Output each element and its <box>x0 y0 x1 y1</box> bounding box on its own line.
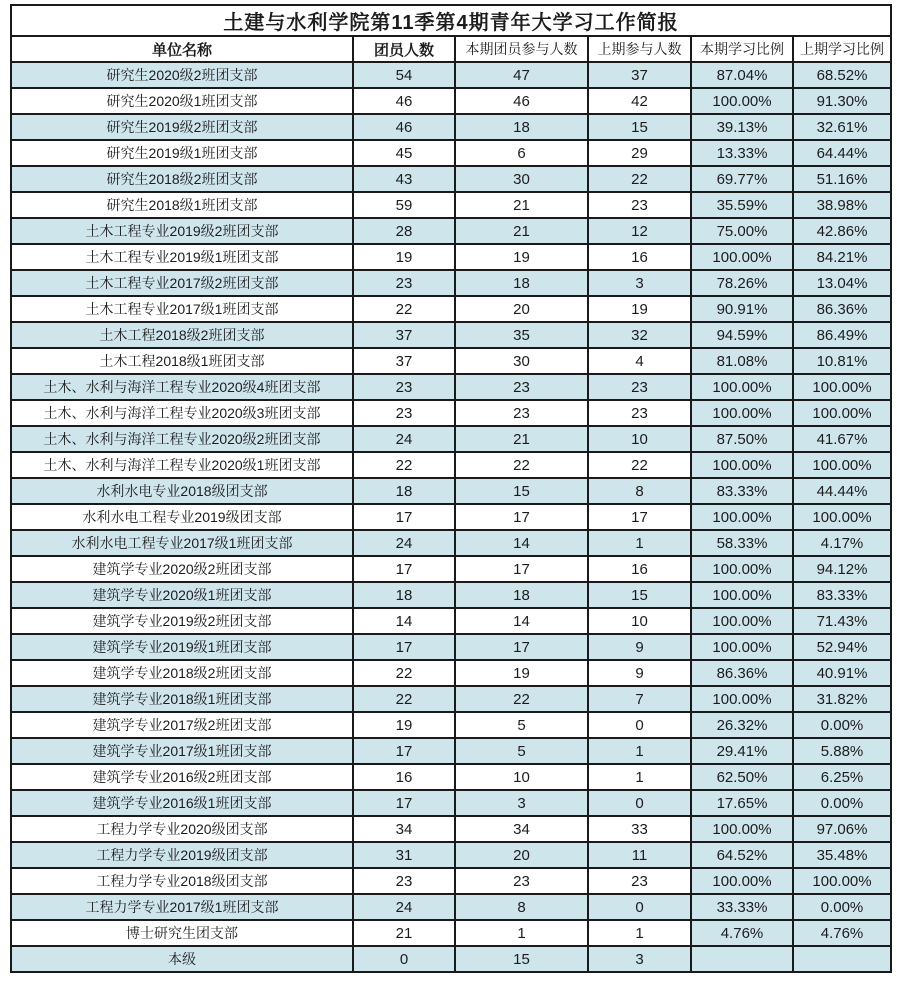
current-ratio-cell: 100.00% <box>691 608 793 634</box>
current-ratio-cell: 100.00% <box>691 88 793 114</box>
table-row <box>11 452 891 478</box>
previous-participants-cell: 4 <box>588 348 691 374</box>
previous-ratio-cell: 68.52% <box>793 62 891 88</box>
current-ratio-cell: 81.08% <box>691 348 793 374</box>
table-row <box>11 582 891 608</box>
previous-participants-cell: 8 <box>588 478 691 504</box>
previous-ratio-cell <box>793 946 891 972</box>
current-ratio-cell: 17.65% <box>691 790 793 816</box>
table-row <box>11 634 891 660</box>
members-count-cell: 28 <box>353 218 455 244</box>
column-header-current-ratio: 本期学习比例 <box>691 36 793 62</box>
current-participants-cell: 17 <box>455 634 588 660</box>
table-row <box>11 62 891 88</box>
previous-ratio-cell: 86.49% <box>793 322 891 348</box>
current-participants-cell: 6 <box>455 140 588 166</box>
unit-name-cell: 建筑学专业2018级1班团支部 <box>11 686 353 712</box>
current-participants-cell: 14 <box>455 530 588 556</box>
current-ratio-cell: 100.00% <box>691 374 793 400</box>
members-count-cell: 18 <box>353 582 455 608</box>
previous-ratio-cell: 4.17% <box>793 530 891 556</box>
previous-participants-cell: 0 <box>588 894 691 920</box>
previous-ratio-cell: 97.06% <box>793 816 891 842</box>
unit-name-cell: 水利水电工程专业2019级团支部 <box>11 504 353 530</box>
current-participants-cell: 46 <box>455 88 588 114</box>
unit-name-cell: 建筑学专业2016级2班团支部 <box>11 764 353 790</box>
unit-name-cell: 建筑学专业2017级1班团支部 <box>11 738 353 764</box>
header-row <box>11 36 891 62</box>
current-participants-cell: 15 <box>455 478 588 504</box>
members-count-cell: 46 <box>353 114 455 140</box>
table-row <box>11 166 891 192</box>
table-row <box>11 738 891 764</box>
current-participants-cell: 20 <box>455 296 588 322</box>
previous-ratio-cell: 0.00% <box>793 712 891 738</box>
current-participants-cell: 19 <box>455 244 588 270</box>
unit-name-cell: 建筑学专业2017级2班团支部 <box>11 712 353 738</box>
members-count-cell: 23 <box>353 400 455 426</box>
previous-participants-cell: 19 <box>588 296 691 322</box>
members-count-cell: 17 <box>353 738 455 764</box>
table-row <box>11 608 891 634</box>
table-row <box>11 530 891 556</box>
members-count-cell: 24 <box>353 530 455 556</box>
unit-name-cell: 土木、水利与海洋工程专业2020级4班团支部 <box>11 374 353 400</box>
members-count-cell: 19 <box>353 712 455 738</box>
unit-name-cell: 土木工程专业2019级1班团支部 <box>11 244 353 270</box>
previous-participants-cell: 17 <box>588 504 691 530</box>
members-count-cell: 16 <box>353 764 455 790</box>
members-count-cell: 23 <box>353 868 455 894</box>
current-participants-cell: 5 <box>455 712 588 738</box>
unit-name-cell: 本级 <box>11 946 353 972</box>
previous-participants-cell: 22 <box>588 452 691 478</box>
previous-participants-cell: 9 <box>588 634 691 660</box>
current-ratio-cell: 100.00% <box>691 452 793 478</box>
current-ratio-cell: 100.00% <box>691 244 793 270</box>
unit-name-cell: 建筑学专业2016级1班团支部 <box>11 790 353 816</box>
current-ratio-cell: 100.00% <box>691 556 793 582</box>
current-participants-cell: 22 <box>455 686 588 712</box>
previous-participants-cell: 3 <box>588 270 691 296</box>
unit-name-cell: 土木、水利与海洋工程专业2020级3班团支部 <box>11 400 353 426</box>
current-participants-cell: 8 <box>455 894 588 920</box>
members-count-cell: 23 <box>353 374 455 400</box>
previous-participants-cell: 3 <box>588 946 691 972</box>
unit-name-cell: 土木工程2018级1班团支部 <box>11 348 353 374</box>
current-participants-cell: 30 <box>455 166 588 192</box>
table-row <box>11 88 891 114</box>
unit-name-cell: 工程力学专业2020级团支部 <box>11 816 353 842</box>
current-participants-cell: 47 <box>455 62 588 88</box>
previous-ratio-cell: 100.00% <box>793 374 891 400</box>
unit-name-cell: 土木、水利与海洋工程专业2020级2班团支部 <box>11 426 353 452</box>
current-ratio-cell: 100.00% <box>691 582 793 608</box>
previous-ratio-cell: 100.00% <box>793 452 891 478</box>
previous-ratio-cell: 42.86% <box>793 218 891 244</box>
current-participants-cell: 3 <box>455 790 588 816</box>
current-ratio-cell: 100.00% <box>691 504 793 530</box>
members-count-cell: 22 <box>353 660 455 686</box>
previous-ratio-cell: 100.00% <box>793 400 891 426</box>
title-row <box>11 5 891 36</box>
previous-participants-cell: 1 <box>588 920 691 946</box>
previous-participants-cell: 12 <box>588 218 691 244</box>
current-ratio-cell: 26.32% <box>691 712 793 738</box>
current-ratio-cell: 100.00% <box>691 634 793 660</box>
current-participants-cell: 17 <box>455 504 588 530</box>
previous-participants-cell: 15 <box>588 114 691 140</box>
current-ratio-cell: 69.77% <box>691 166 793 192</box>
table-row <box>11 244 891 270</box>
current-participants-cell: 23 <box>455 868 588 894</box>
table-row <box>11 348 891 374</box>
previous-ratio-cell: 0.00% <box>793 790 891 816</box>
previous-participants-cell: 22 <box>588 166 691 192</box>
table-row <box>11 556 891 582</box>
members-count-cell: 46 <box>353 88 455 114</box>
unit-name-cell: 建筑学专业2020级1班团支部 <box>11 582 353 608</box>
previous-participants-cell: 32 <box>588 322 691 348</box>
table-row <box>11 478 891 504</box>
youth-learning-report-table <box>10 4 892 973</box>
previous-participants-cell: 11 <box>588 842 691 868</box>
current-ratio-cell: 64.52% <box>691 842 793 868</box>
previous-ratio-cell: 86.36% <box>793 296 891 322</box>
current-participants-cell: 18 <box>455 270 588 296</box>
previous-participants-cell: 1 <box>588 530 691 556</box>
current-ratio-cell: 100.00% <box>691 400 793 426</box>
previous-ratio-cell: 51.16% <box>793 166 891 192</box>
current-ratio-cell: 83.33% <box>691 478 793 504</box>
members-count-cell: 19 <box>353 244 455 270</box>
previous-ratio-cell: 35.48% <box>793 842 891 868</box>
unit-name-cell: 土木工程2018级2班团支部 <box>11 322 353 348</box>
current-participants-cell: 21 <box>455 192 588 218</box>
table-row <box>11 816 891 842</box>
previous-participants-cell: 23 <box>588 400 691 426</box>
current-ratio-cell: 86.36% <box>691 660 793 686</box>
previous-ratio-cell: 44.44% <box>793 478 891 504</box>
current-ratio-cell: 90.91% <box>691 296 793 322</box>
current-participants-cell: 22 <box>455 452 588 478</box>
current-participants-cell: 18 <box>455 582 588 608</box>
previous-ratio-cell: 40.91% <box>793 660 891 686</box>
previous-participants-cell: 37 <box>588 62 691 88</box>
unit-name-cell: 土木工程专业2017级2班团支部 <box>11 270 353 296</box>
previous-ratio-cell: 71.43% <box>793 608 891 634</box>
previous-ratio-cell: 32.61% <box>793 114 891 140</box>
table-row <box>11 504 891 530</box>
previous-participants-cell: 10 <box>588 426 691 452</box>
unit-name-cell: 研究生2018级1班团支部 <box>11 192 353 218</box>
table-row <box>11 712 891 738</box>
current-ratio-cell: 13.33% <box>691 140 793 166</box>
table-row <box>11 218 891 244</box>
members-count-cell: 17 <box>353 790 455 816</box>
previous-participants-cell: 23 <box>588 374 691 400</box>
table-row <box>11 374 891 400</box>
unit-name-cell: 建筑学专业2020级2班团支部 <box>11 556 353 582</box>
previous-participants-cell: 1 <box>588 738 691 764</box>
members-count-cell: 34 <box>353 816 455 842</box>
members-count-cell: 22 <box>353 452 455 478</box>
current-ratio-cell: 4.76% <box>691 920 793 946</box>
column-header-previous-participants: 上期参与人数 <box>588 36 691 62</box>
unit-name-cell: 水利水电工程专业2017级1班团支部 <box>11 530 353 556</box>
current-participants-cell: 23 <box>455 374 588 400</box>
current-ratio-cell: 33.33% <box>691 894 793 920</box>
current-participants-cell: 21 <box>455 426 588 452</box>
current-participants-cell: 17 <box>455 556 588 582</box>
previous-participants-cell: 29 <box>588 140 691 166</box>
current-participants-cell: 5 <box>455 738 588 764</box>
table-row <box>11 790 891 816</box>
members-count-cell: 22 <box>353 296 455 322</box>
table-row <box>11 192 891 218</box>
previous-ratio-cell: 6.25% <box>793 764 891 790</box>
previous-ratio-cell: 84.21% <box>793 244 891 270</box>
unit-name-cell: 工程力学专业2018级团支部 <box>11 868 353 894</box>
table-row <box>11 764 891 790</box>
report-table-container <box>10 4 890 973</box>
column-header-current-participants: 本期团员参与人数 <box>455 36 588 62</box>
unit-name-cell: 土木工程专业2019级2班团支部 <box>11 218 353 244</box>
table-row <box>11 660 891 686</box>
table-row <box>11 400 891 426</box>
current-participants-cell: 15 <box>455 946 588 972</box>
unit-name-cell: 建筑学专业2018级2班团支部 <box>11 660 353 686</box>
members-count-cell: 0 <box>353 946 455 972</box>
previous-ratio-cell: 83.33% <box>793 582 891 608</box>
previous-ratio-cell: 100.00% <box>793 868 891 894</box>
unit-name-cell: 研究生2020级2班团支部 <box>11 62 353 88</box>
previous-ratio-cell: 41.67% <box>793 426 891 452</box>
table-row <box>11 114 891 140</box>
previous-ratio-cell: 4.76% <box>793 920 891 946</box>
current-participants-cell: 14 <box>455 608 588 634</box>
current-participants-cell: 1 <box>455 920 588 946</box>
previous-participants-cell: 0 <box>588 790 691 816</box>
previous-ratio-cell: 94.12% <box>793 556 891 582</box>
members-count-cell: 17 <box>353 556 455 582</box>
unit-name-cell: 研究生2019级2班团支部 <box>11 114 353 140</box>
members-count-cell: 23 <box>353 270 455 296</box>
members-count-cell: 18 <box>353 478 455 504</box>
current-participants-cell: 18 <box>455 114 588 140</box>
previous-ratio-cell: 91.30% <box>793 88 891 114</box>
previous-ratio-cell: 100.00% <box>793 504 891 530</box>
unit-name-cell: 土木工程专业2017级1班团支部 <box>11 296 353 322</box>
members-count-cell: 17 <box>353 504 455 530</box>
previous-participants-cell: 16 <box>588 556 691 582</box>
previous-ratio-cell: 64.44% <box>793 140 891 166</box>
previous-participants-cell: 7 <box>588 686 691 712</box>
table-row <box>11 140 891 166</box>
current-ratio-cell: 35.59% <box>691 192 793 218</box>
table-row <box>11 868 891 894</box>
previous-ratio-cell: 10.81% <box>793 348 891 374</box>
current-participants-cell: 19 <box>455 660 588 686</box>
current-participants-cell: 20 <box>455 842 588 868</box>
previous-participants-cell: 9 <box>588 660 691 686</box>
members-count-cell: 37 <box>353 322 455 348</box>
current-ratio-cell: 75.00% <box>691 218 793 244</box>
unit-name-cell: 研究生2019级1班团支部 <box>11 140 353 166</box>
members-count-cell: 24 <box>353 894 455 920</box>
current-ratio-cell: 58.33% <box>691 530 793 556</box>
current-participants-cell: 35 <box>455 322 588 348</box>
table-row <box>11 946 891 972</box>
report-title: 土建与水利学院第11季第4期青年大学习工作简报 <box>11 5 891 36</box>
current-ratio-cell: 100.00% <box>691 686 793 712</box>
table-row <box>11 894 891 920</box>
table-row <box>11 842 891 868</box>
members-count-cell: 31 <box>353 842 455 868</box>
current-participants-cell: 30 <box>455 348 588 374</box>
previous-ratio-cell: 52.94% <box>793 634 891 660</box>
members-count-cell: 54 <box>353 62 455 88</box>
previous-participants-cell: 1 <box>588 764 691 790</box>
current-ratio-cell: 87.04% <box>691 62 793 88</box>
previous-participants-cell: 42 <box>588 88 691 114</box>
current-ratio-cell: 100.00% <box>691 868 793 894</box>
previous-participants-cell: 33 <box>588 816 691 842</box>
table-row <box>11 322 891 348</box>
current-ratio-cell: 29.41% <box>691 738 793 764</box>
unit-name-cell: 博士研究生团支部 <box>11 920 353 946</box>
unit-name-cell: 研究生2020级1班团支部 <box>11 88 353 114</box>
members-count-cell: 22 <box>353 686 455 712</box>
unit-name-cell: 水利水电专业2018级团支部 <box>11 478 353 504</box>
table-row <box>11 270 891 296</box>
previous-ratio-cell: 38.98% <box>793 192 891 218</box>
previous-ratio-cell: 0.00% <box>793 894 891 920</box>
members-count-cell: 45 <box>353 140 455 166</box>
unit-name-cell: 土木、水利与海洋工程专业2020级1班团支部 <box>11 452 353 478</box>
current-participants-cell: 10 <box>455 764 588 790</box>
table-row <box>11 296 891 322</box>
previous-participants-cell: 10 <box>588 608 691 634</box>
current-ratio-cell: 39.13% <box>691 114 793 140</box>
previous-participants-cell: 23 <box>588 868 691 894</box>
previous-participants-cell: 15 <box>588 582 691 608</box>
current-ratio-cell: 94.59% <box>691 322 793 348</box>
unit-name-cell: 研究生2018级2班团支部 <box>11 166 353 192</box>
previous-participants-cell: 0 <box>588 712 691 738</box>
members-count-cell: 17 <box>353 634 455 660</box>
column-header-members-count: 团员人数 <box>353 36 455 62</box>
previous-ratio-cell: 31.82% <box>793 686 891 712</box>
previous-ratio-cell: 5.88% <box>793 738 891 764</box>
current-participants-cell: 34 <box>455 816 588 842</box>
current-ratio-cell: 87.50% <box>691 426 793 452</box>
current-ratio-cell: 100.00% <box>691 816 793 842</box>
members-count-cell: 43 <box>353 166 455 192</box>
unit-name-cell: 工程力学专业2017级1班团支部 <box>11 894 353 920</box>
members-count-cell: 59 <box>353 192 455 218</box>
members-count-cell: 14 <box>353 608 455 634</box>
members-count-cell: 21 <box>353 920 455 946</box>
current-ratio-cell <box>691 946 793 972</box>
column-header-unit-name: 单位名称 <box>11 36 353 62</box>
previous-participants-cell: 16 <box>588 244 691 270</box>
members-count-cell: 24 <box>353 426 455 452</box>
current-participants-cell: 21 <box>455 218 588 244</box>
current-ratio-cell: 78.26% <box>691 270 793 296</box>
previous-ratio-cell: 13.04% <box>793 270 891 296</box>
column-header-previous-ratio: 上期学习比例 <box>793 36 891 62</box>
table-body <box>11 62 891 972</box>
table-row <box>11 920 891 946</box>
previous-participants-cell: 23 <box>588 192 691 218</box>
table-row <box>11 426 891 452</box>
current-participants-cell: 23 <box>455 400 588 426</box>
unit-name-cell: 工程力学专业2019级团支部 <box>11 842 353 868</box>
table-row <box>11 686 891 712</box>
unit-name-cell: 建筑学专业2019级1班团支部 <box>11 634 353 660</box>
current-ratio-cell: 62.50% <box>691 764 793 790</box>
unit-name-cell: 建筑学专业2019级2班团支部 <box>11 608 353 634</box>
members-count-cell: 37 <box>353 348 455 374</box>
